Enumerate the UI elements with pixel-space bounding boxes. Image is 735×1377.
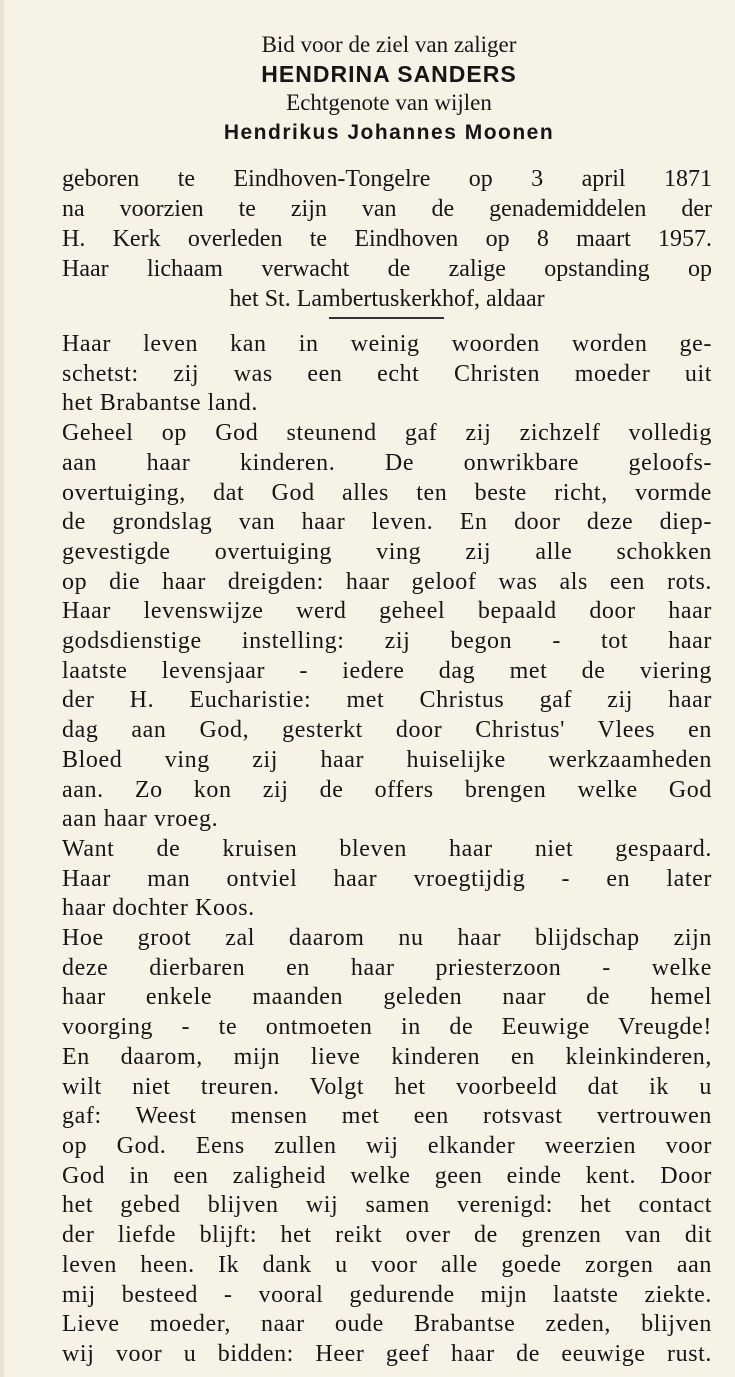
deceased-name: HENDRINA SANDERS	[261, 61, 517, 87]
text-line: het Brabantse land.	[62, 390, 259, 417]
text-line: aan haar vroeg.	[62, 806, 219, 833]
text-line: der H. Eucharistie: met Christus gaf zij haar	[62, 687, 712, 714]
bio-line: na voorzien te zijn van de genademiddelen der	[62, 196, 712, 222]
text-line: aan haar kinderen. De onwrikbare geloofs-	[62, 449, 712, 476]
text-line: God in een zaligheid welke geen einde kent. Door	[62, 1162, 712, 1189]
text-line: voorging - te ontmoeten in de Eeuwige Vreugde!	[62, 1014, 712, 1041]
text-line: Want de kruisen bleven haar niet gespaard.	[62, 835, 712, 862]
text-line: wilt niet treuren. Volgt het voorbeeld dat ik u	[62, 1073, 712, 1100]
text-line: gevestigde overtuiging ving zij alle schokken	[62, 538, 712, 565]
text-line: godsdienstige instelling: zij begon - tot haar	[62, 628, 712, 655]
divider-rule	[329, 317, 444, 319]
text-line: En daarom, mijn lieve kinderen en kleinkinderen,	[62, 1043, 712, 1070]
biographical-details	[62, 164, 712, 314]
text-line: mij besteed - vooral gedurende mijn laatste ziekte.	[62, 1281, 712, 1308]
text-line: dag aan God, gesterkt door Christus' Vlees en	[62, 717, 712, 744]
text-line: Haar levenswijze werd geheel bepaald door haar	[62, 598, 712, 625]
text-line: Bloed ving zij haar huiselijke werkzaamheden	[62, 746, 712, 773]
intro-line: Bid voor de ziel van zaliger	[261, 32, 517, 57]
text-line: haar dochter Koos.	[62, 895, 255, 922]
text-line: deze dierbaren en haar priesterzoon - welke	[62, 954, 712, 981]
text-line: gaf: Weest mensen met een rotsvast vertrouwen	[62, 1103, 712, 1130]
text-line: de grondslag van haar leven. En door deze diep-	[62, 509, 712, 536]
text-line: leven heen. Ik dank u voor alle goede zorgen aan	[62, 1251, 712, 1278]
bio-line: Haar lichaam verwacht de zalige opstanding op	[62, 256, 712, 282]
spouse-label: Echtgenote van wijlen	[286, 90, 492, 115]
memorial-text	[62, 330, 712, 1370]
text-line: Hoe groot zal daarom nu haar blijdschap zijn	[62, 925, 712, 952]
text-line: op die haar dreigden: haar geloof was als een rots.	[62, 568, 712, 595]
bio-line: geboren te Eindhoven-Tongelre op 3 april 1871	[62, 166, 712, 192]
card-header	[44, 30, 734, 148]
text-line: der liefde blijft: het reikt over de grenzen van dit	[62, 1222, 712, 1249]
text-line: op God. Eens zullen wij elkander weerzien voor	[62, 1132, 712, 1159]
text-line: laatste levensjaar - iedere dag met de viering	[62, 657, 712, 684]
text-line: Haar leven kan in weinig woorden worden ge-	[62, 331, 712, 357]
text-line: haar enkele maanden geleden naar de hemel	[62, 984, 712, 1011]
text-line: Haar man ontviel haar vroegtijdig - en later	[62, 865, 712, 892]
text-line: Lieve moeder, naar oude Brabantse zeden, blijven	[62, 1311, 712, 1338]
text-line: Geheel op God steunend gaf zij zichzelf volledig	[62, 420, 712, 447]
text-line: schetst: zij was een echt Christen moeder uit	[62, 360, 712, 387]
spouse-name: Hendrikus Johannes Moonen	[223, 121, 555, 144]
text-line: overtuiging, dat God alles ten beste richt, vormde	[62, 479, 712, 506]
bio-line: H. Kerk overleden te Eindhoven op 8 maart 1957.	[62, 226, 712, 252]
text-line: het gebed blijven wij samen verenigd: het contact	[62, 1192, 712, 1219]
bio-line: het St. Lambertuskerkhof, aldaar	[229, 286, 545, 312]
text-line: wij voor u bidden: Heer geef haar de eeuwige rust.	[62, 1340, 712, 1367]
text-line: aan. Zo kon zij de offers brengen welke God	[62, 776, 712, 803]
